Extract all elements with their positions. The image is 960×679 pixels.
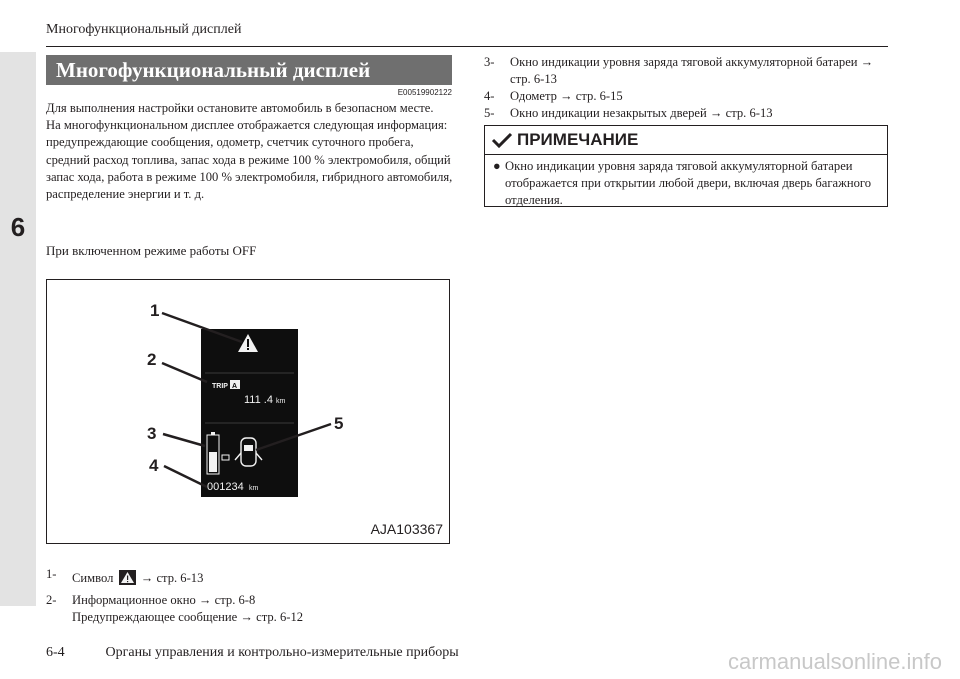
odometer-value: 001234 [207,481,244,493]
check-icon [491,131,513,149]
legend-text: → стр. 6-13 [140,571,204,585]
legend-item [46,566,456,590]
trip-unit: km [276,398,286,405]
bullet-icon: ● [493,159,501,173]
display-figure [46,279,450,544]
mode-text: При включенном режиме работы OFF [46,243,257,258]
intro-paragraph: Для выполнения настройки остановите автомобиль в безопасном месте. [46,101,434,115]
odometer-unit: km [249,485,259,492]
header-rule [46,46,888,47]
callout-2: 2 [147,350,157,369]
callout-5: 5 [334,414,344,433]
warning-triangle-icon [119,570,136,590]
legend-text: Информационное окно → стр. 6-8 [72,593,256,607]
figure-code: AJA103367 [370,521,443,537]
watermark: carmanualsonline.info [727,649,942,674]
intro-paragraph: На многофункциональном дисплее отображается следующая информация: предупреждающие сообщения, одометр, счетчик суточного пробега, средний расход топлива, запас хода в режиме 100 % электромобиля, общий запас хода, работа в режиме 100 % электромобиля, гибридного автомобиля, распределение энергии и т. д. [46,118,453,202]
note-box [484,125,888,207]
page-footer [46,645,459,661]
trip-letter: A [232,383,238,390]
callout-3: 3 [147,424,157,443]
legend-left [46,566,456,626]
legend-number: 1- [46,567,57,581]
legend-text: Окно индикации незакрытых дверей → стр. 6-13 [510,106,773,120]
note-body [485,155,887,209]
note-text: Окно индикации уровня заряда тяговой аккумуляторной батареи отображается при открытии любой двери, включая дверь багажного отделения. [505,159,872,207]
section-title: Многофункциональный дисплей [46,55,452,85]
chapter-number: 6 [10,212,26,242]
page-number: 6-4 [46,645,65,660]
legend-text: Символ [72,571,114,585]
intro-text [46,100,456,203]
legend-right [484,54,894,122]
legend-number: 3- [484,55,495,69]
trip-value: 111 .4 [244,394,273,406]
footer-chapter-title: Органы управления и контрольно-измерительные приборы [105,645,459,660]
trip-label: TRIP [212,383,228,390]
display-illustration [47,280,451,545]
legend-item [46,592,456,626]
chapter-side-tab [0,52,36,606]
legend-item [484,88,894,105]
legend-number: 4- [484,89,495,103]
legend-item [484,54,894,88]
legend-text: Одометр → стр. 6-15 [510,89,623,103]
callout-4: 4 [149,456,159,475]
legend-text: Окно индикации уровня заряда тяговой аккумуляторной батареи → стр. 6-13 [510,55,874,86]
legend-number: 2- [46,593,57,607]
note-title: ПРИМЕЧАНИЕ [517,130,639,149]
legend-item [484,105,894,122]
callout-1: 1 [150,301,160,320]
section-code: E00519902122 [397,88,452,97]
running-header: Многофункциональный дисплей [46,22,242,37]
legend-text: Предупреждающее сообщение → стр. 6-12 [72,610,304,624]
legend-number: 5- [484,106,495,120]
note-header [485,126,887,155]
